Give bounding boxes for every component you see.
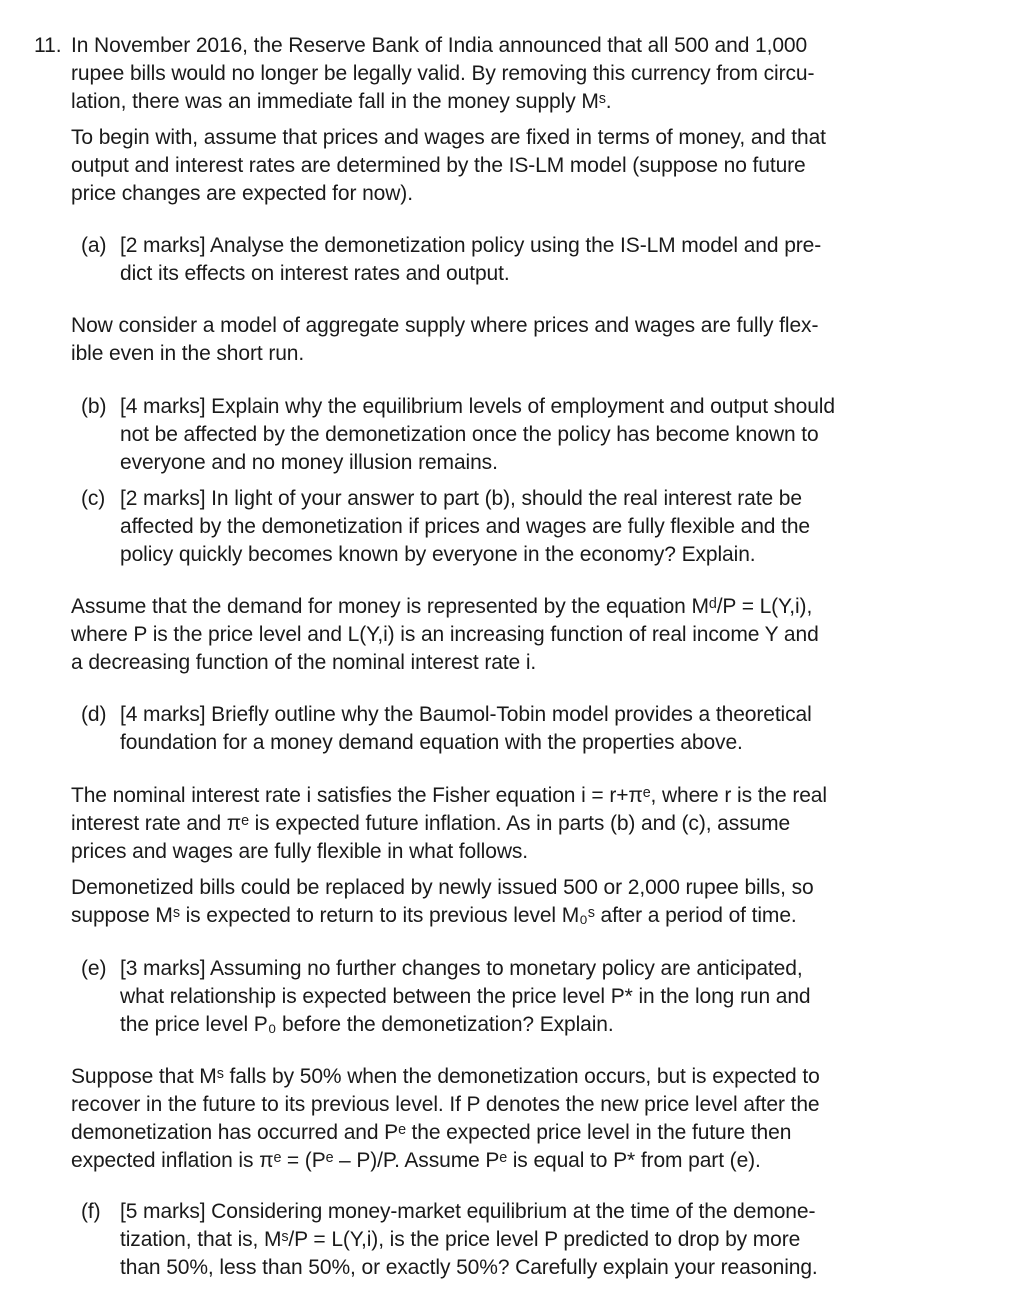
text-line: The nominal interest rate i satisfies the Fisher equation i = r+πᵉ, where r is the real: [71, 784, 827, 807]
fisher-equation-paragraph: [71, 782, 889, 866]
part-label: (d): [81, 703, 107, 726]
question-number: 11.: [34, 34, 62, 57]
part-label: (b): [81, 395, 107, 418]
money-demand-paragraph: [71, 593, 889, 677]
text-line: To begin with, assume that prices and wages are fixed in terms of money, and that: [71, 126, 826, 149]
text-line: ible even in the short run.: [71, 342, 305, 365]
text-line: a decreasing function of the nominal interest rate i.: [71, 651, 537, 674]
fall-scenario-paragraph: [71, 1063, 889, 1175]
text-line: affected by the demonetization if prices and wages are fully flexible and the: [120, 515, 811, 538]
text-line: not be affected by the demonetization once the policy has become known to: [120, 423, 819, 446]
text-line: [4 marks] Briefly outline why the Baumol-Tobin model provides a theoretical: [120, 703, 812, 726]
text-line: lation, there was an immediate fall in the money supply Mˢ.: [71, 90, 612, 113]
text-line: suppose Mˢ is expected to return to its previous level M₀ˢ after a period of time.: [71, 904, 797, 927]
text-line: [4 marks] Explain why the equilibrium levels of employment and output should: [120, 395, 835, 418]
text-line: the price level P₀ before the demonetization? Explain.: [120, 1013, 614, 1036]
text-line: where P is the price level and L(Y,i) is an increasing function of real income Y and: [71, 623, 819, 646]
text-line: [2 marks] In light of your answer to part (b), should the real interest rate be: [120, 487, 802, 510]
text-line: output and interest rates are determined by the IS-LM model (suppose no future: [71, 154, 806, 177]
part-label: (e): [81, 957, 107, 980]
flexible-prices-paragraph: [71, 312, 889, 368]
text-line: recover in the future to its previous level. If P denotes the new price level after the: [71, 1093, 820, 1116]
text-line: [3 marks] Assuming no further changes to monetary policy are anticipated,: [120, 957, 803, 980]
part-label: (a): [81, 234, 107, 257]
text-line: everyone and no money illusion remains.: [120, 451, 498, 474]
text-line: dict its effects on interest rates and output.: [120, 262, 510, 285]
text-line: Demonetized bills could be replaced by newly issued 500 or 2,000 rupee bills, so: [71, 876, 814, 899]
text-line: In November 2016, the Reserve Bank of India announced that all 500 and 1,000: [71, 34, 808, 57]
assumption-paragraph: [71, 124, 889, 208]
text-line: demonetization has occurred and Pᵉ the expected price level in the future then: [71, 1121, 792, 1144]
text-line: foundation for a money demand equation with the properties above.: [120, 731, 743, 754]
part-label: (c): [81, 487, 106, 510]
text-line: than 50%, less than 50%, or exactly 50%? Carefully explain your reasoning.: [120, 1256, 818, 1279]
text-line: price changes are expected for now).: [71, 182, 413, 205]
question-intro: [71, 32, 889, 116]
text-line: what relationship is expected between the price level P* in the long run and: [120, 985, 811, 1008]
text-line: tization, that is, Mˢ/P = L(Y,i), is the price level P predicted to drop by more: [120, 1228, 801, 1251]
text-line: interest rate and πᵉ is expected future inflation. As in parts (b) and (c), assume: [71, 812, 791, 835]
text-line: policy quickly becomes known by everyone in the economy? Explain.: [120, 543, 756, 566]
text-line: Assume that the demand for money is represented by the equation Mᵈ/P = L(Y,i),: [71, 595, 813, 618]
text-line: Now consider a model of aggregate supply where prices and wages are fully flex-: [71, 314, 819, 337]
part-label: (f): [81, 1200, 101, 1223]
text-line: [2 marks] Analyse the demonetization policy using the IS-LM model and pre-: [120, 234, 822, 257]
replacement-paragraph: [71, 874, 889, 930]
text-line: prices and wages are fully flexible in what follows.: [71, 840, 529, 863]
text-line: expected inflation is πᵉ = (Pᵉ – P)/P. Assume Pᵉ is equal to P* from part (e).: [71, 1149, 761, 1172]
text-line: rupee bills would no longer be legally valid. By removing this currency from circu-: [71, 62, 815, 85]
text-line: Suppose that Mˢ falls by 50% when the demonetization occurs, but is expected to: [71, 1065, 820, 1088]
text-line: [5 marks] Considering money-market equilibrium at the time of the demone-: [120, 1200, 816, 1223]
